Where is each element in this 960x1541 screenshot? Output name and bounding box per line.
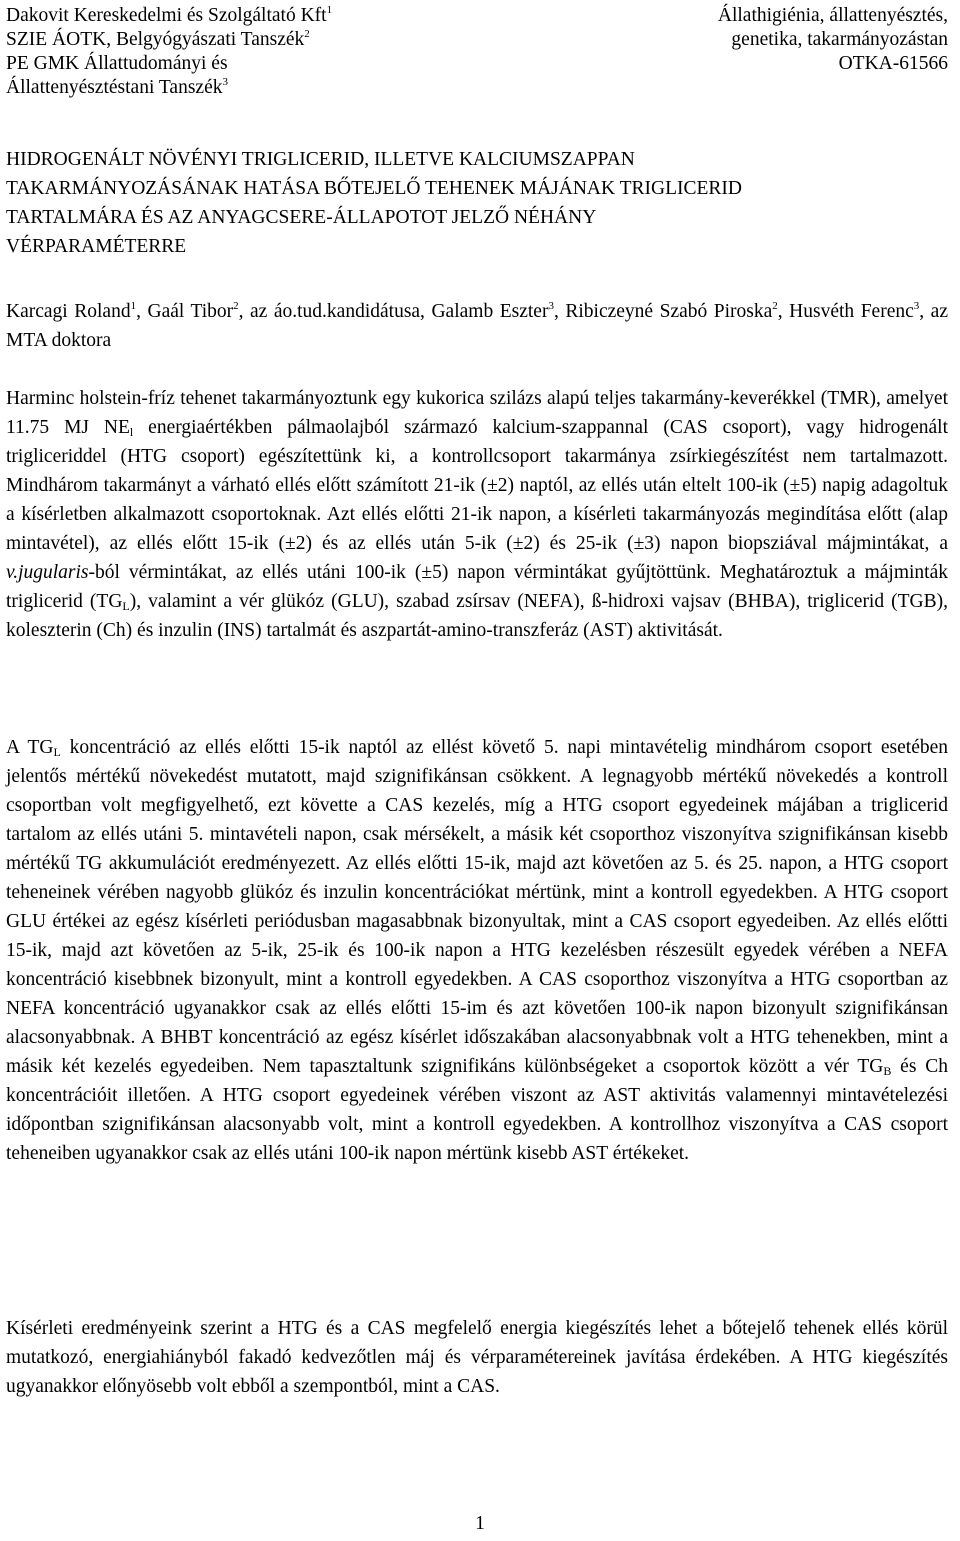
title-line-3: TARTALMÁRA ÉS AZ ANYAGCSERE-ÁLLAPOTOT JELZŐ NÉHÁNY <box>6 207 597 228</box>
paragraph-methods: Harminc holstein-fríz tehenet takarmányoztunk egy kukorica szilázs alapú teljes takarmány-keverékkel (TMR), amelyet 11.75 MJ $NE_l$ energiaértékben pálmaolajból származó kalcium-szappannal (CAS csoport), vagy hidrogenált trigliceriddel (HTG csoport) egészítettünk ki, a kontrollcsoport takarmánya zsírkiegészítést nem tartalmazott. Mindhárom takarmányt a várható ellés előtt számított 21-ik (±2) naptól, az ellés után eltelt 100-ik (±5) napig adagoltuk a kísérletben alkalmazott csoportoknak. Azt ellés előtti 21-ik napon, a kísérleti takarmányozás megindítása előtt (alap mintavétel), az ellés előtt 15-ik (±2) és az ellés után 5-ik (±2) és 25-ik (±3) napon biopsziával májmintákat, a v.jugularis-ból vérmintákat, az ellés utáni 100-ik (±5) napon vérmintákat gyűjtöttünk. Meghatároztuk a májminták triglicerid $(TG_L)$, valamint a vér glükóz (GLU), szabad zsírsav (NEFA), ß-hidroxi vajsav (BHBA), triglicerid (TGB), koleszterin (Ch) és inzulin (INS) tartalmát és aszpartát-amino-transzferáz (AST) aktivitását. <box>6 388 948 641</box>
affiliation-3-line1: PE GMK Állattudományi és <box>6 53 228 74</box>
section-line-2: genetika, takarmányozástan <box>731 29 948 50</box>
section-line-1: Állathigiénia, állattenyésztés, <box>717 5 948 26</box>
paragraph-conclusion: Kísérleti eredményeink szerint a HTG és a CAS megfelelő energia kiegészítés lehet a bőtejelő tehenek ellés körül mutatkozó, energiahiányból fakadó kedvezőtlen máj és vérparamétereinek javítása érdekében. A HTG kiegészítés ugyanakkor előnyösebb volt ebből a szempontból, mint a CAS. <box>6 1318 948 1397</box>
grant-id: OTKA-61566 <box>838 53 948 74</box>
paper-title <box>6 145 948 261</box>
affiliation-1: Dakovit Kereskedelmi és Szolgáltató Kft$^1$ <box>6 4 333 26</box>
affiliation-2: SZIE ÁOTK, Belgyógyászati Tanszék$^2$ <box>6 28 310 50</box>
title-line-2: TAKARMÁNYOZÁSÁNAK HATÁSA BŐTEJELŐ TEHENEK MÁJÁNAK TRIGLICERID <box>6 178 742 199</box>
paragraph-results: A $TG_L$ koncentráció az ellés előtti 15-ik naptól az ellést követő 5. napi mintavételig mindhárom csoport esetében jelentős mértékű növekedést mutatott, majd szignifikánsan csökkent. A legnagyobb mértékű növekedés a kontroll csoportban volt megfigyelhető, ezt követte a CAS kezelés, míg a HTG csoport egyedeinek májában a triglicerid tartalom az ellés utáni 5. mintavételi napon, csak mérsékelt, a másik két csoporthoz viszonyítva szignifikánsan kisebb mértékű TG akkumulációt eredményezett. Az ellés előtti 15-ik, majd azt követően az 5. és 25. napon, a HTG csoport teheneinek vérében nagyobb glükóz és inzulin koncentrációkat mértünk, mint a kontroll egyedekben. A HTG csoport GLU értékei az egész kísérleti periódusban magasabbnak bizonyultak, mint a CAS csoport egyedeiben. Az ellés előtti 15-ik, majd azt követően az 5-ik, 25-ik és 100-ik napon a HTG kezelésben részesült egyedek vérében a NEFA koncentráció kisebbnek bizonyult, mint a kontroll egyedekben. A CAS csoporthoz viszonyítva a HTG csoportban az NEFA koncentráció ugyanakkor csak az ellés előtti 15-im és azt követően 100-ik napon bizonyult szignifikánsan alacsonyabbnak. A BHBT koncentráció az egész kísérlet időszakában alacsonyabbnak volt a HTG tehenekben, mint a másik két kezelés egyedeiben. Nem tapasztaltunk szignifikáns különbségeket a csoportok között a vér $TG_B$ és Ch koncentrációit illetően. A HTG csoport egyedeinek vérében viszont az AST aktivitás valamennyi mintavételezési időpontban szignifikánsan alacsonyabb volt, mint a kontroll egyedekben. A kontrollhoz viszonyítva a CAS csoport teheneiben ugyanakkor csak az ellés utáni 100-ik napon mértünk kisebb AST értékeket. <box>6 737 949 1164</box>
title-line-1: HIDROGENÁLT NÖVÉNYI TRIGLICERID, ILLETVE KALCIUMSZAPPAN <box>6 149 635 170</box>
section-info <box>718 4 948 76</box>
author-list: Karcagi Roland$^1$, Gaál Tibor$^2$, az áo.tud.kandidátusa, Galamb Eszter$^3$, Ribiczeyné Szabó Piroska$^2$, Husvéth Ferenc$^3$, az MTA doktora <box>6 300 948 351</box>
document-header <box>6 4 948 114</box>
page-number: 1 <box>475 1513 485 1534</box>
affiliations <box>6 4 332 100</box>
affiliation-3-line2: Állattenyésztéstani Tanszék$^3$ <box>6 76 228 98</box>
title-line-4: VÉRPARAMÉTERRE <box>6 236 187 257</box>
